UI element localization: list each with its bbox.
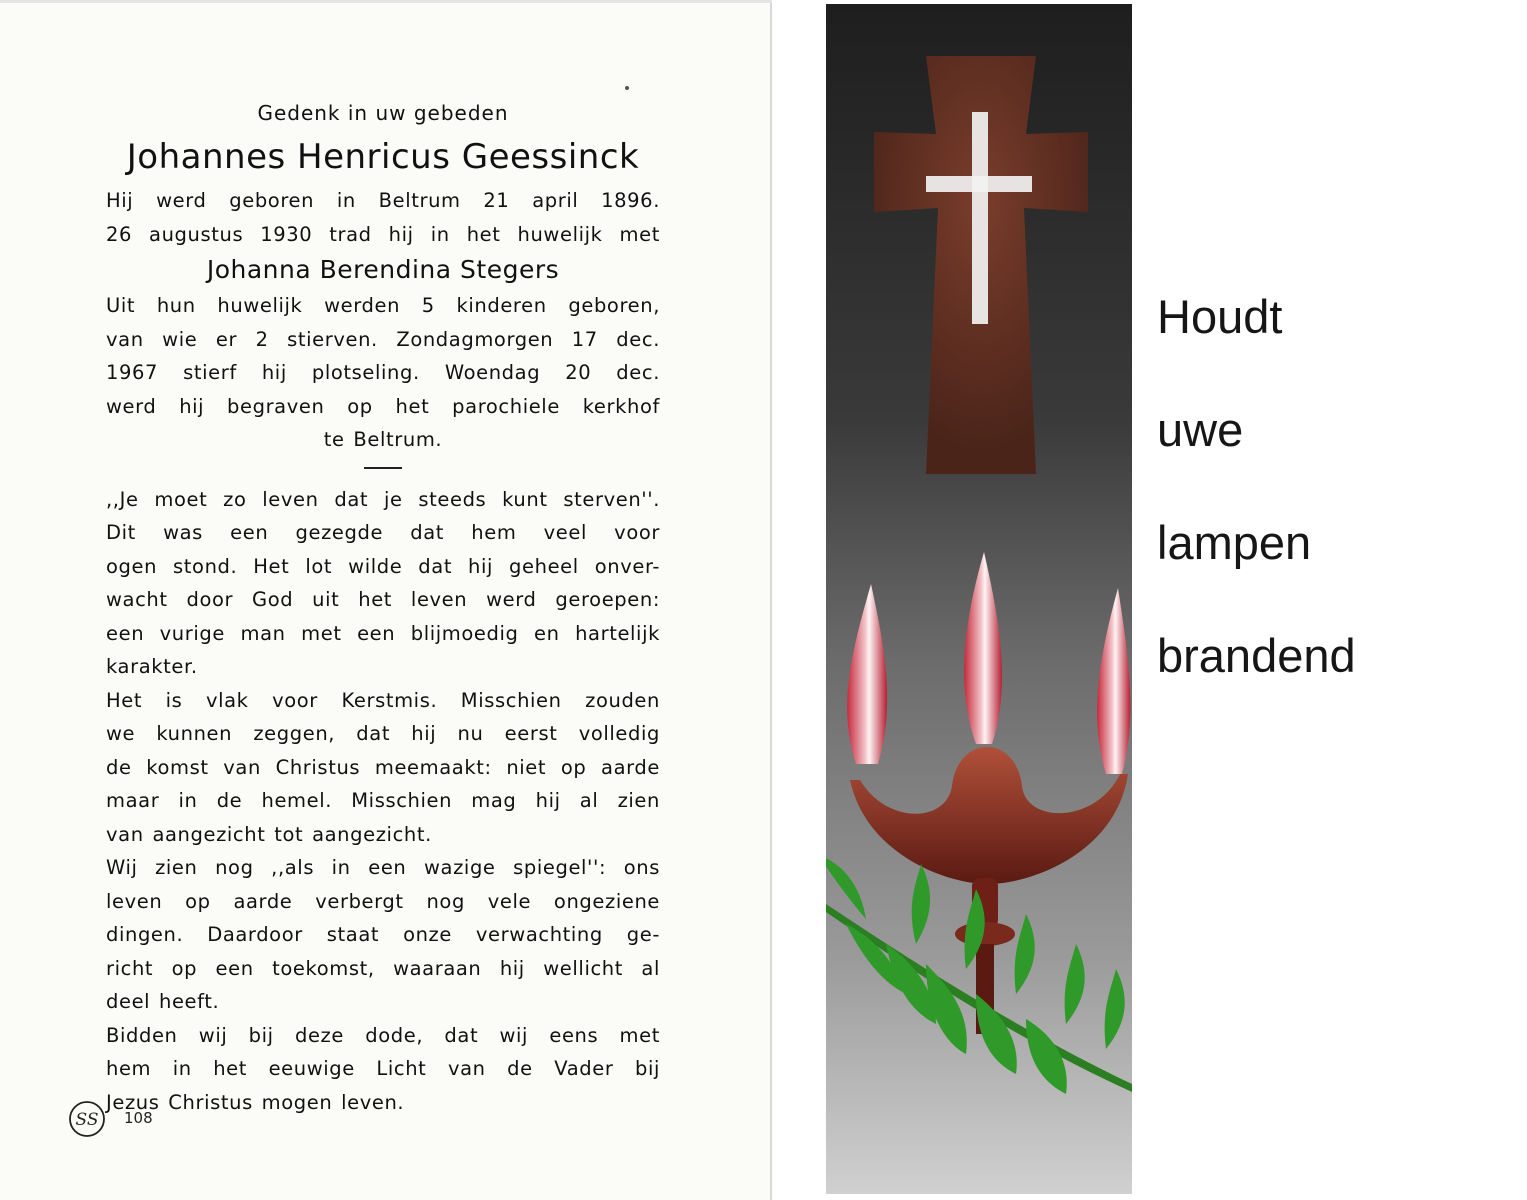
motto-line: brandend — [1157, 629, 1356, 682]
print-number: 108 — [124, 1109, 153, 1127]
para2-line: Het is vlak voor Kerstmis. Misschien zouden — [106, 688, 660, 712]
motto-line: Houdt — [1157, 290, 1283, 343]
para1-line: een vurige man met een blijmoedig en hartelijk — [106, 621, 660, 645]
marriage-line: 26 augustus 1930 trad hij in het huwelijk met — [106, 222, 660, 246]
para2-line: maar in de hemel. Misschien mag hij al zien — [106, 789, 660, 812]
para3-line: dingen. Daardoor staat onze verwachting ge- — [106, 923, 660, 946]
bio-line: van wie er 2 stierven. Zondagmorgen 17 dec. — [106, 327, 660, 351]
motto-line: uwe — [1157, 403, 1244, 456]
motto — [1157, 260, 1356, 712]
bio-line: werd hij begraven op het parochiele kerkhof — [106, 394, 660, 418]
para4-line: Bidden wij bij deze dode, dat wij eens met — [106, 1023, 660, 1047]
divider-rule — [364, 467, 402, 469]
para4-last-line: Jezus Christus mogen leven. — [106, 1090, 405, 1114]
para2-last-line: van aangezicht tot aangezicht. — [106, 822, 432, 846]
lamp-knob — [955, 922, 1015, 946]
para1-line: ,,Je moet zo leven dat je steeds kunt sterven''. — [106, 487, 660, 511]
para3-line: leven op aarde verbergt nog vele ongeziene — [106, 889, 660, 913]
para1-line: ogen stond. Het lot wilde dat hij geheel onver- — [106, 554, 660, 578]
right-page — [776, 0, 1527, 1200]
memorial-text — [106, 96, 660, 1119]
bio-last-line: te Beltrum. — [323, 428, 443, 451]
intro-line: Gedenk in uw gebeden — [257, 101, 509, 125]
printer-logo-icon — [68, 1100, 106, 1138]
birth-line: Hij werd geboren in Beltrum 21 april 1896. — [106, 189, 660, 212]
white-cross-vertical — [972, 112, 988, 324]
para1-line: wacht door God uit het leven werd geroepen: — [106, 588, 660, 611]
para3-last-line: deel heeft. — [106, 990, 220, 1013]
para4-line: hem in het eeuwige Licht van de Vader bij — [106, 1057, 660, 1080]
page-edge — [0, 0, 772, 3]
bio-line: 1967 stierf hij plotseling. Woendag 20 dec. — [106, 361, 660, 384]
para2-line: we kunnen zeggen, dat hij nu eerst volledig — [106, 722, 660, 745]
printer-logo-text: SS — [75, 1110, 99, 1130]
lamp-illustration — [826, 4, 1132, 1194]
motto-line: lampen — [1157, 516, 1312, 569]
white-cross-horizontal — [926, 176, 1032, 192]
spouse-name: Johanna Berendina Stegers — [206, 255, 560, 284]
bio-line: Uit hun huwelijk werden 5 kinderen geboren, — [106, 294, 660, 317]
deceased-name: Johannes Henricus Geessinck — [126, 137, 640, 177]
para2-line: de komst van Christus meemaakt: niet op aarde — [106, 755, 660, 779]
para3-line: richt op een toekomst, waaraan hij wellicht al — [106, 956, 660, 980]
print-speck — [625, 86, 629, 90]
para1-line: Dit was een gezegde dat hem veel voor — [106, 521, 660, 544]
para3-line: Wij zien nog ,,als in een wazige spiegel'': ons — [106, 856, 660, 879]
para1-last-line: karakter. — [106, 655, 198, 678]
